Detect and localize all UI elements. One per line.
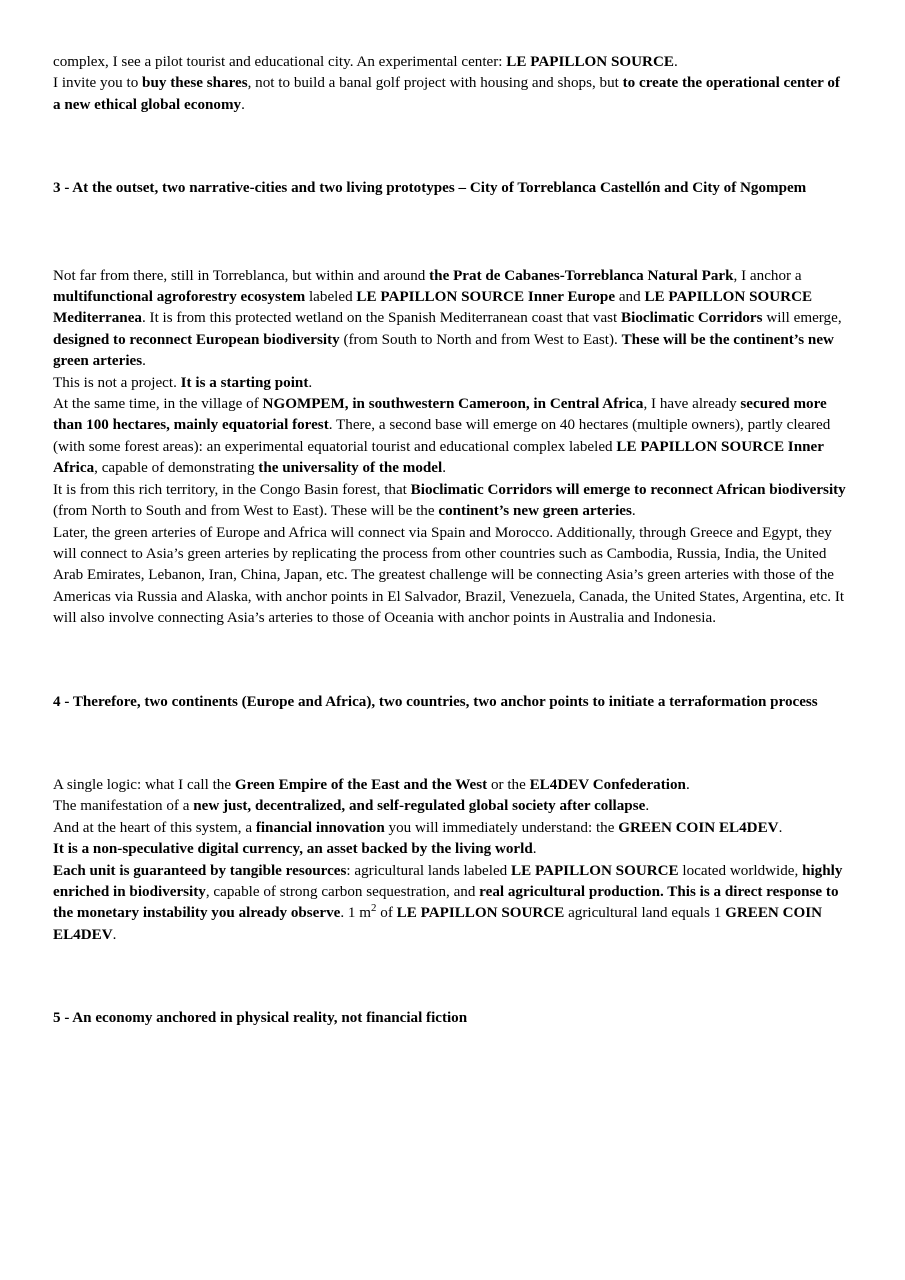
intro-emphasis-create-operational-center: to create the operational center of a new ethical global economy	[53, 75, 840, 113]
s3-plain-15: . Later, the green arteries of Europe and Africa will connect via Spain and Morocco. Additionally, through Greece and Egypt, they will connect to Asia’s green arteries by replicating the process from other countries such as Cambodia, Russia, India, the United Arab Emirates, Lebanon, Iran, China, Japan, etc. The greatest challenge will be connecting Asia’s green arteries with those of the Americas via Russia and Alaska, with anchor points in El Salvador, Brazil, Venezuela, Canada, the United States, Argentina, etc. It will also involve connecting Asia’s arteries to those of Oceania with anchor points in Australia and Indonesia.	[53, 503, 845, 627]
s3-bold-lps-inner-europe: LE PAPILLON SOURCE Inner Europe	[356, 289, 616, 306]
s3-bold-agroforestry-ecosystem: multifunctional agroforestry ecosystem	[53, 289, 306, 306]
heading-section-4: 4 - Therefore, two continents (Europe and Africa), two countries, two anchor points to initiate a terraformation process	[53, 693, 818, 710]
section-4-body	[53, 775, 851, 946]
section-3-body	[53, 266, 851, 630]
s4-plain-12: agricultural land equals 1	[564, 905, 726, 922]
s3-plain-3: labeled	[305, 289, 357, 306]
s4-bold-real-agri-production: real agricultural production. This is a direct response to the monetary instability you already observe	[53, 883, 839, 922]
spacer-heading-3-to-body	[53, 200, 851, 266]
s4-bold-green-empire: Green Empire of the East and the West	[234, 776, 488, 793]
s3-plain-2: , I anchor a	[733, 267, 802, 284]
s4-plain-5: you will immediately understand: the	[384, 819, 619, 836]
spacer-heading-4-to-body	[53, 713, 851, 775]
s3-bold-continents-new-green-arteries: continent’s new green arteries	[438, 503, 632, 520]
spacer-before-heading-3	[53, 116, 851, 178]
s4-plain-10: , capable of strong carbon sequestration, and	[205, 883, 480, 900]
s4-plain-4: . And at the heart of this system, a	[53, 798, 650, 836]
s3-plain-8: . This is not a project.	[53, 353, 181, 391]
s3-bold-universality-model: the universality of the model	[258, 460, 443, 477]
s3-plain-5: . It is from this protected wetland on the Spanish Mediterranean coast that vast	[141, 310, 622, 327]
intro-brand-le-papillon-source: LE PAPILLON SOURCE	[506, 54, 674, 70]
s3-bold-bioclimatic-corridors: Bioclimatic Corridors	[621, 310, 763, 327]
heading-section-5: 5 - An economy anchored in physical reality, not financial fiction	[53, 1010, 468, 1027]
s4-bold-green-coin-el4dev-2: GREEN COIN EL4DEV	[53, 905, 823, 943]
s3-bold-ngompem-cameroon: NGOMPEM, in southwestern Cameroon, in Central Africa	[262, 396, 644, 413]
document-content	[53, 52, 851, 1030]
s4-plain-3: . The manifestation of a	[53, 776, 690, 815]
s3-bold-secured-hectares: secured more than 100 hectares, mainly equatorial forest	[53, 396, 827, 434]
s4-plain-8: : agricultural lands labeled	[346, 862, 511, 879]
s3-plain-10: , I have already	[643, 396, 741, 413]
s4-plain-11: . 1 $m^2$ of	[340, 902, 397, 922]
s4-plain-2: or the	[487, 776, 530, 793]
spacer-before-heading-5	[53, 946, 851, 1008]
s3-plain-9: . At the same time, in the village of	[53, 374, 313, 413]
s3-plain-1: Not far from there, still in Torreblanca, but within and around	[53, 267, 430, 284]
s3-plain-6: will emerge,	[762, 310, 842, 327]
s3-bold-reconnect-european-biodiversity: designed to reconnect European biodiversity	[53, 331, 340, 348]
s3-bold-starting-point: It is a starting point	[180, 374, 309, 391]
s4-bold-lps-label-2: LE PAPILLON SOURCE	[396, 905, 565, 922]
s3-bold-lps-inner-africa: LE PAPILLON SOURCE Inner Africa	[53, 438, 824, 477]
intro-text-plain-2: . I invite you to	[53, 54, 678, 92]
s3-bold-lps-mediterranea: LE PAPILLON SOURCE Mediterranea	[53, 289, 813, 327]
s4-bold-el4dev-confederation: EL4DEV Confederation	[529, 776, 686, 793]
s3-plain-4: and	[615, 289, 645, 306]
s3-plain-14: (from North to South and from West to East). These will be the	[53, 503, 439, 520]
s3-plain-13: . It is from this rich territory, in the Congo Basin forest, that	[53, 460, 447, 498]
s4-bold-financial-innovation: financial innovation	[255, 819, 385, 836]
intro-text-plain-1: complex, I see a pilot tourist and educational city. An experimental center:	[53, 54, 507, 70]
s4-plain-1: A single logic: what I call the	[53, 776, 235, 793]
s4-bold-each-unit-guaranteed: Each unit is guaranteed by tangible resources	[53, 862, 347, 879]
s4-plain-6: .	[778, 819, 783, 836]
spacer-before-heading-4	[53, 630, 851, 692]
heading-section-3: 3 - At the outset, two narrative-cities and two living prototypes – City of Torreblanca Castellón and City of Ngompem	[53, 180, 807, 197]
intro-text-plain-4: .	[241, 96, 245, 113]
s3-plain-12: , capable of demonstrating	[94, 460, 259, 477]
s4-bold-green-coin-el4dev-1: GREEN COIN EL4DEV	[618, 819, 779, 836]
s4-plain-13: .	[112, 926, 117, 943]
intro-text-plain-3: , not to build a banal golf project with housing and shops, but	[247, 75, 623, 92]
s4-bold-highly-enriched-biodiversity: highly enriched in biodiversity	[53, 862, 843, 900]
s3-bold-natural-park: the Prat de Cabanes-Torreblanca Natural Park	[429, 267, 734, 284]
s4-bold-non-speculative-currency: It is a non-speculative digital currency, an asset backed by the living world	[53, 841, 533, 858]
intro-paragraph	[53, 52, 851, 116]
intro-emphasis-buy-these-shares: buy these shares	[142, 75, 248, 92]
s3-bold-continent-green-arteries: These will be the continent’s new green arteries	[53, 331, 834, 370]
s4-plain-9: located worldwide,	[678, 862, 803, 879]
s4-bold-lps-label: LE PAPILLON SOURCE	[511, 862, 679, 879]
s3-plain-11: . There, a second base will emerge on 40 hectares (multiple owners), partly cleared (with some forest areas): an experimental equatorial tourist and educational complex labeled	[53, 417, 831, 455]
s4-bold-new-just-society: new just, decentralized, and self-regulated global society after collapse	[193, 798, 646, 815]
s3-bold-corridors-african-biodiversity: Bioclimatic Corridors will emerge to reconnect African biodiversity	[410, 481, 846, 498]
s3-plain-7: (from South to North and from West to East).	[339, 331, 622, 348]
square-meter-superscript: 2	[371, 902, 377, 915]
s4-plain-7: .	[532, 841, 537, 858]
